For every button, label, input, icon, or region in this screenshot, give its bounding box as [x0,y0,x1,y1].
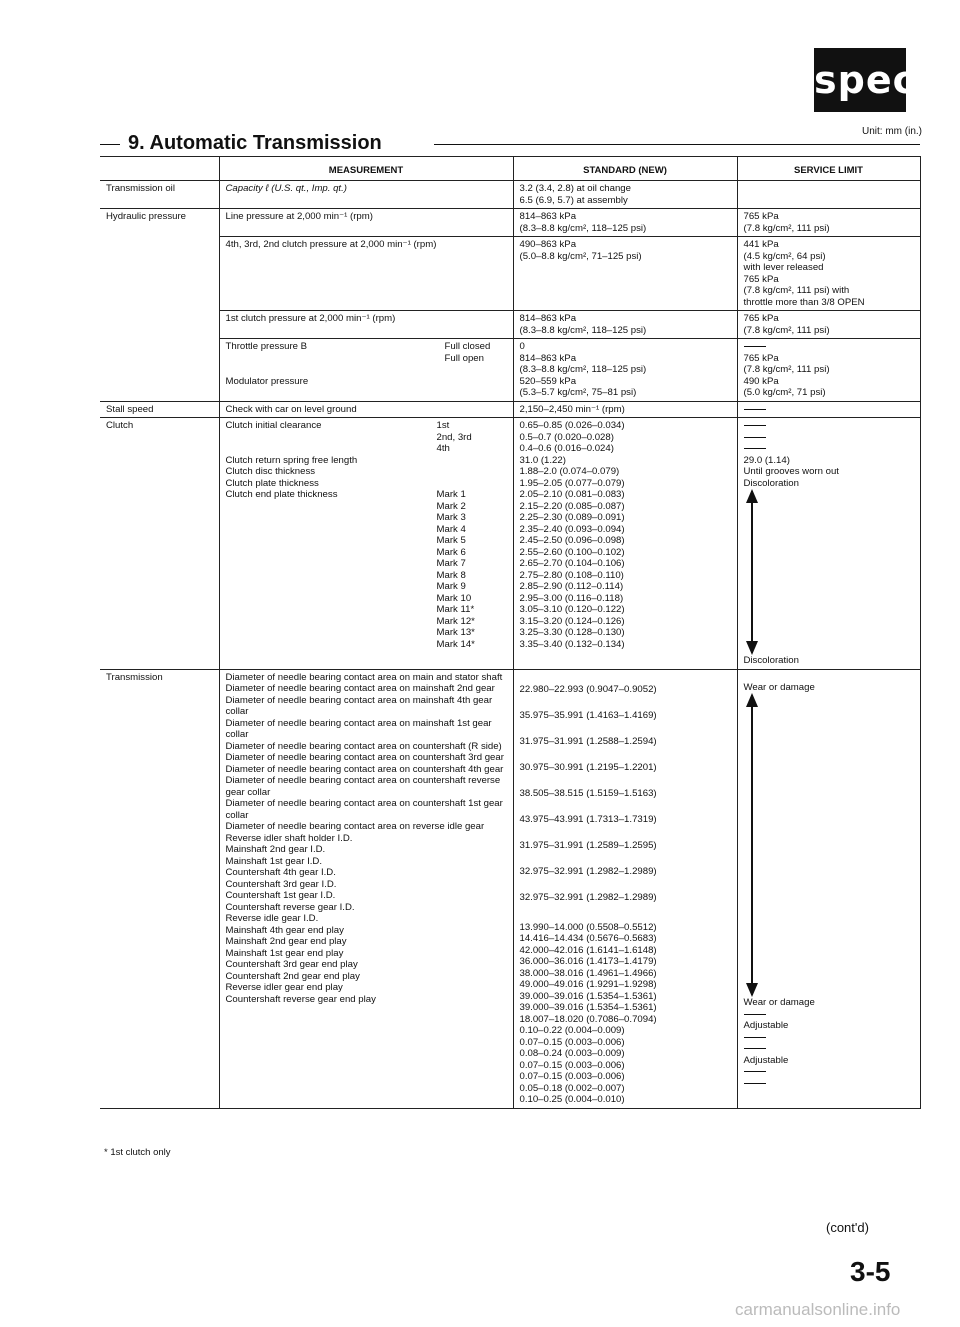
text-line [437,455,507,467]
text-line: 2.95–3.00 (0.116–0.118) [519,592,624,604]
text-line: 1st [436,420,450,432]
text-line: 2.45–2.50 (0.096–0.098) [519,535,625,547]
standard-line-pressure: 814–863 kPa (8.3–8.8 kg/cm², 118–125 psi) [513,209,737,237]
text-line: 0.05–0.18 (0.002–0.007) [519,1082,625,1094]
text-line: Mainshaft 2nd gear end play [225,936,347,948]
text-line: Mark 13* [436,627,475,639]
text-line: 36.000–36.016 (1.4173–1.4179) [519,956,657,968]
page-number: 3-5 [850,1256,891,1287]
text-line: 0.10–0.25 (0.004–0.010) [519,1094,625,1106]
text-line: 1.95–2.05 (0.077–0.079) [519,477,625,489]
text-line: Diameter of needle bearing contact area on mainshaft 1st gear collar [225,717,492,741]
measurement-throttle-pressure: Throttle pressure B Modulator pressure Full closed Full open [219,339,513,402]
header-standard: STANDARD (NEW) [513,157,737,181]
text-line: 30.975–30.991 (1.2195–1.2201) [519,761,657,773]
continued-note: (cont'd) [826,1220,869,1235]
standard-transmission [513,669,737,1108]
limit-line-pressure: 765 kPa (7.8 kg/cm², 111 psi) [737,209,920,237]
dash-mark [744,1048,766,1049]
text-line [226,432,437,444]
text-line: Countershaft 3rd gear end play [225,959,358,971]
text-line: Diameter of needle bearing contact area on countershaft (R side) [225,740,502,752]
text-line: Clutch plate thickness [225,477,319,489]
text-line: Clutch disc thickness [225,466,316,478]
text-line: Mark 9 [436,581,466,593]
text-line: 0.65–0.85 (0.026–0.034) [519,420,625,432]
row-oil [100,181,920,209]
text-line: 0.07–0.15 (0.003–0.006) [519,1059,625,1071]
measurement-stall: Check with car on level ground [219,401,513,418]
text-line: Mark 3 [436,512,466,524]
measurement-clutch234-pressure: 4th, 3rd, 2nd clutch pressure at 2,000 min⁻¹ (rpm) [219,237,513,311]
specs-table [100,156,921,1109]
standard-clutch1-pressure: 814–863 kPa (8.3–8.8 kg/cm², 118–125 psi) [513,311,737,339]
text-line: 31.975–31.991 (1.2588–1.2594) [519,735,657,747]
text-line: 2.55–2.60 (0.100–0.102) [519,546,625,558]
text-line: 0.07–0.15 (0.003–0.006) [519,1071,625,1083]
text-line [437,478,507,490]
text-line: 0.10–0.22 (0.004–0.009) [519,1025,625,1037]
text-line: 43.975–43.991 (1.7313–1.7319) [519,813,657,825]
text-line: Mark 7 [436,558,466,570]
limit-clutch: 29.0 (1.14) Until grooves worn out Discoloration Discoloration [737,418,920,670]
text-line [437,466,507,478]
standard-oil: 3.2 (3.4, 2.8) at oil change 6.5 (6.9, 5.7) at assembly [513,181,737,209]
text-line: Countershaft 1st gear I.D. [225,890,336,902]
dash-mark [744,409,766,410]
text-line: 2.65–2.70 (0.104–0.106) [519,558,625,570]
dash-mark [744,346,766,347]
text-line: Diameter of needle bearing contact area on mainshaft 4th gear collar [225,694,493,718]
text-line: 14.416–14.434 (0.5676–0.5683) [519,933,657,945]
text-line: 0.4–0.6 (0.016–0.024) [519,443,614,455]
text-line: Mark 14* [436,638,475,650]
wear-range-arrow [746,695,760,995]
section-header [100,132,920,158]
text-line: Mark 2 [436,500,466,512]
text-line: 18.007–18.020 (0.7086–0.7094) [519,1013,657,1025]
dash-mark [744,1014,766,1015]
row-throttle-pressure [100,339,920,402]
text-line: 2.05–2.10 (0.081–0.083) [519,489,625,501]
text-line: Clutch return spring free length [225,454,358,466]
text-line: Mark 6 [436,546,466,558]
limit-clutch234-pressure: 441 kPa (4.5 kg/cm², 64 psi) with lever released 765 kPa (7.8 kg/cm², 111 psi) with throttle more than 3/8 OPEN [737,237,920,311]
text-line: 38.000–38.016 (1.4961–1.4966) [519,967,657,979]
text-line: 13.990–14.000 (0.5508–0.5512) [519,921,657,933]
text-line: 0.07–0.15 (0.003–0.006) [519,1036,625,1048]
text-line: 42.000–42.016 (1.6141–1.6148) [519,944,657,956]
header-row [100,157,920,181]
limit-transmission: Wear or damage Wear or damage Adjustable Adjustable [737,669,920,1108]
category-hydraulic: Hydraulic pressure [100,209,219,402]
text-line: Mark 12* [436,615,475,627]
limit-stall [737,401,920,418]
text-line: Mark 11* [436,604,475,616]
text-line: Diameter of needle bearing contact area on countershaft reverse gear collar [225,775,501,798]
measurement-line-pressure: Line pressure at 2,000 min⁻¹ (rpm) [219,209,513,237]
text-line: Mark 5 [436,535,466,547]
text-line: 2.75–2.80 (0.108–0.110) [519,569,624,581]
category-oil: Transmission oil [100,181,219,209]
title-rule-right [434,144,920,145]
text-line: Diameter of needle bearing contact area on countershaft 3rd gear [225,752,504,764]
unit-note: Unit: mm (in.) [862,126,922,137]
discoloration-range-arrow [746,491,760,653]
text-line: Diameter of needle bearing contact area on reverse idle gear [225,821,485,833]
row-stall-speed [100,401,920,418]
standard-clutch234-pressure: 490–863 kPa (5.0–8.8 kg/cm², 71–125 psi) [513,237,737,311]
text-line: 4th [436,443,450,455]
text-line: 3.05–3.10 (0.120–0.122) [519,604,625,616]
section-title: 9. Automatic Transmission [122,132,388,155]
dash-mark [744,425,766,426]
category-clutch: Clutch [100,418,219,670]
text-line: 39.000–39.016 (1.5354–1.5361) [519,1002,657,1014]
text-line: 3.35–3.40 (0.132–0.134) [519,638,625,650]
measurement-clutch1-pressure: 1st clutch pressure at 2,000 min⁻¹ (rpm) [219,311,513,339]
text-line: Clutch initial clearance [225,420,322,432]
dash-mark [744,1037,766,1038]
text-line: Reverse idle gear I.D. [225,913,319,925]
text-line: Diameter of needle bearing contact area on countershaft 1st gear collar [225,798,503,821]
text-line: 2.25–2.30 (0.089–0.091) [519,512,625,524]
text-line: 3.15–3.20 (0.124–0.126) [519,615,625,627]
header-limit: SERVICE LIMIT [737,157,920,181]
text-line: Clutch end plate thickness [225,489,338,501]
text-line: Diameter of needle bearing contact area on main and stator shaft [225,671,503,683]
text-line: 22.980–22.993 (0.9047–0.9052) [519,683,657,695]
standard-throttle-pressure: 0 814–863 kPa (8.3–8.8 kg/cm², 118–125 psi) 520–559 kPa (5.3–5.7 kg/cm², 75–81 psi) [513,339,737,402]
text-line: Mainshaft 1st gear end play [225,947,344,959]
row-line-pressure [100,209,920,237]
measurement-oil: Capacity ℓ (U.S. qt., Imp. qt.) [219,181,513,209]
text-line: Diameter of needle bearing contact area on countershaft 4th gear [225,763,504,775]
text-line [226,443,437,455]
text-line: 0.08–0.24 (0.003–0.009) [519,1048,625,1060]
row-clutch [100,418,920,670]
text-line: Mainshaft 1st gear I.D. [225,855,323,867]
text-line: 35.975–35.991 (1.4163–1.4169) [519,709,657,721]
row-clutch234-pressure [100,237,920,311]
text-line: Reverse idler shaft holder I.D. [225,832,353,844]
limit-throttle-pressure: 765 kPa (7.8 kg/cm², 111 psi) 490 kPa (5.0 kg/cm², 71 psi) [737,339,920,402]
text-line: Mainshaft 4th gear end play [225,924,344,936]
text-line: Countershaft 2nd gear end play [225,970,360,982]
text-line: Mark 10 [436,592,472,604]
header-category [100,157,219,181]
text-line: 2.35–2.40 (0.093–0.094) [519,523,625,535]
text-line: Reverse idler gear end play [225,982,343,994]
dash-mark [744,437,766,438]
text-line: 32.975–32.991 (1.2982–1.2989) [519,865,657,877]
limit-clutch1-pressure: 765 kPa (7.8 kg/cm², 111 psi) [737,311,920,339]
text-line: 31.975–31.991 (1.2589–1.2595) [519,839,657,851]
text-line: 1.88–2.0 (0.074–0.079) [519,466,620,478]
category-stall: Stall speed [100,401,219,418]
text-line: 2.85–2.90 (0.112–0.114) [519,581,624,593]
text-line: Mark 4 [436,523,466,535]
text-line: 31.0 (1.22) [519,454,566,466]
text-line: 0.5–0.7 (0.020–0.028) [519,431,614,443]
text-line: Diameter of needle bearing contact area on mainshaft 2nd gear [225,683,495,695]
measurement-clutch [219,418,513,670]
text-line: 2nd, 3rd [436,431,472,443]
dash-mark [744,1083,766,1084]
watermark: carmanualsonline.info [735,1300,901,1319]
text-line: 49.000–49.016 (1.9291–1.9298) [519,979,657,991]
dash-mark [744,1071,766,1072]
text-line: 39.000–39.016 (1.5354–1.5361) [519,990,657,1002]
standard-stall: 2,150–2,450 min⁻¹ (rpm) [513,401,737,418]
title-rule-left [100,144,120,145]
text-line: Mainshaft 2nd gear I.D. [225,844,326,856]
text-line: Countershaft reverse gear I.D. [225,901,355,913]
text-line: 32.975–32.991 (1.2982–1.2989) [519,891,657,903]
text-line: 3.25–3.30 (0.128–0.130) [519,627,625,639]
text-line: Countershaft 3rd gear I.D. [225,878,337,890]
text-line: Mark 8 [436,569,466,581]
text-line: 2.15–2.20 (0.085–0.087) [519,500,625,512]
text-line: 38.505–38.515 (1.5159–1.5163) [519,787,657,799]
text-line: Countershaft 4th gear I.D. [225,867,336,879]
specs-logo: specs [814,48,906,112]
dash-mark [744,448,766,449]
footnote: * 1st clutch only [104,1147,171,1158]
row-transmission [100,669,920,1108]
text-line: Mark 1 [436,489,466,501]
row-clutch1-pressure [100,311,920,339]
standard-clutch [513,418,737,670]
limit-oil [737,181,920,209]
header-measurement: MEASUREMENT [219,157,513,181]
text-line: Countershaft reverse gear end play [225,993,376,1005]
category-transmission: Transmission [100,669,219,1108]
measurement-transmission [219,669,513,1108]
